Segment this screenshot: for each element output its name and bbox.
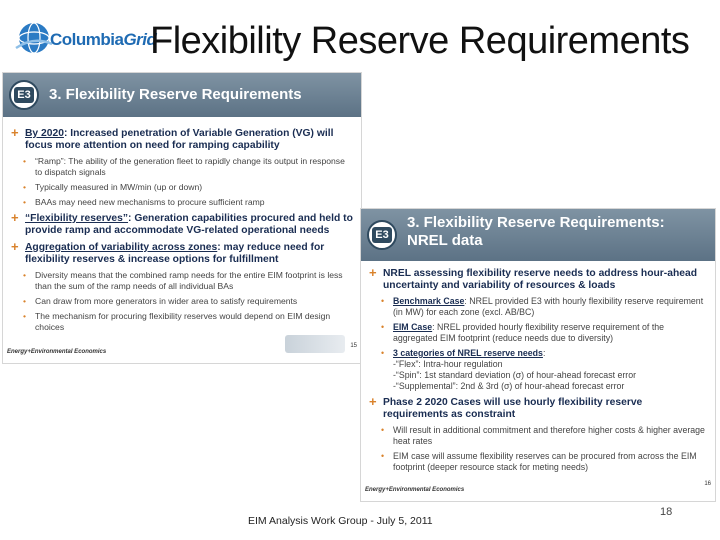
e3-logo-icon: E3 <box>9 80 39 110</box>
slide2-subbullet: • 3 categories of NREL reserve needs: -“Flex”: Intra-hour regulation -“Spin”: 1st standard deviation (σ) of hour-ahead forecast error -“Supplemental”: 2nd & 3rd (σ) of hour-ahead forecast error <box>369 348 707 392</box>
globe-icon <box>14 18 54 58</box>
slide-footer: EIM Analysis Work Group - July 5, 2011 <box>248 515 433 527</box>
slide1-subbullet: • The mechanism for procuring flexibility reserves would depend on EIM design choices <box>11 311 353 333</box>
slide1-bullet-2: + “Flexibility reserves”: Generation capabilities procured and held to provide ramp and accommodate VG-related operational needs <box>11 213 353 237</box>
slide2-header <box>361 209 715 261</box>
slide1-subbullet: • Can draw from more generators in wider area to satisfy requirements <box>11 296 353 307</box>
embedded-slide-1 <box>2 72 362 364</box>
page-number: 18 <box>660 506 673 518</box>
slide1-bullet-1: + By 2020: Increased penetration of Variable Generation (VG) will focus more attention on need for ramping capability <box>11 128 353 152</box>
watermark-logo <box>285 335 345 353</box>
slide1-title: 3. Flexibility Reserve Requirements <box>49 86 302 103</box>
slide1-header <box>3 73 361 117</box>
slide2-title: 3. Flexibility Reserve Requirements: NREL data <box>407 214 665 249</box>
slide1-bullet-3: + Aggregation of variability across zones: may reduce need for flexibility reserves & increase options for fulfillment <box>11 242 353 266</box>
slide1-subbullet: • Diversity means that the combined ramp needs for the entire EIM footprint is less than the sum of the ramp needs of all individual BAs <box>11 270 353 292</box>
slide2-subbullet: • Will result in additional commitment and therefore higher costs & higher average heat rates <box>369 425 707 447</box>
embedded-slide-2 <box>360 208 716 502</box>
slide-title: Flexibility Reserve Requirements <box>150 20 690 62</box>
slide2-subbullet: • EIM Case: NREL provided hourly flexibility reserve requirement of the aggregated EIM footprint (reduce needs due to diversity) <box>369 322 707 344</box>
slide1-subbullet: • BAAs may need new mechanisms to procure sufficient ramp <box>11 197 353 208</box>
slide1-footer: Energy+Environmental Economics <box>7 349 107 355</box>
slide1-subbullet: • Typically measured in MW/min (up or down) <box>11 182 353 193</box>
slide1-page-number: 15 <box>350 343 357 349</box>
slide2-page-number: 16 <box>704 481 711 487</box>
slide2-subbullet: • Benchmark Case: NREL provided E3 with hourly flexibility reserve requirement (in MW) for each zone (excl. AB/BC) <box>369 296 707 318</box>
slide2-bullet-2: + Phase 2 2020 Cases will use hourly flexibility reserve requirements as constraint <box>369 397 707 421</box>
slide2-bullet-1: + NREL assessing flexibility reserve needs to address hour-ahead uncertainty and variability of resources & loads <box>369 268 707 292</box>
slide2-footer: Energy+Environmental Economics <box>365 487 465 493</box>
slide2-subbullet: • EIM case will assume flexibility reserves can be procured from across the EIM footprint (deeper resource stack for meting needs) <box>369 451 707 473</box>
columbiagrid-logo <box>14 18 157 58</box>
e3-logo-icon: E3 <box>367 220 397 250</box>
slide1-subbullet: • “Ramp”: The ability of the generation fleet to rapidly change its output in response to dispatch signals <box>11 156 353 178</box>
logo-text: ColumbiaGrid <box>50 30 157 49</box>
